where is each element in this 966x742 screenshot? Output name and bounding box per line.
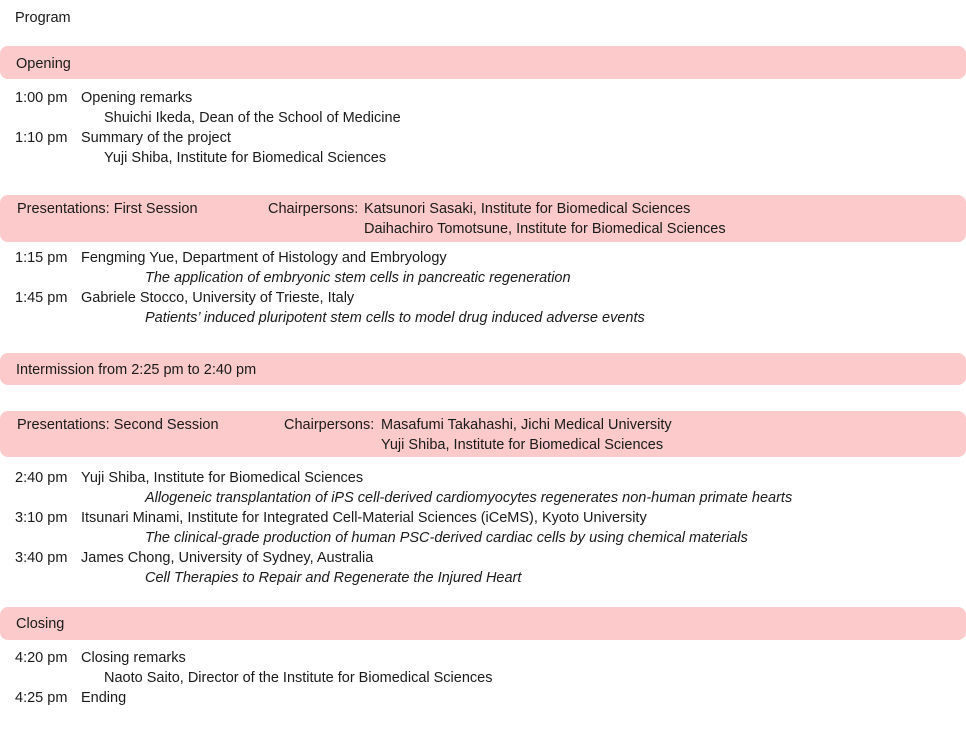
session2-header: Presentations: Second Session (17, 417, 219, 433)
opening-band (0, 46, 966, 79)
session2-chair-1: Masafumi Takahashi, Jichi Medical University (381, 417, 672, 433)
session2-speaker-3: James Chong, University of Sydney, Australia (81, 550, 374, 566)
session2-time-3: 3:40 pm (15, 550, 68, 566)
session1-header: Presentations: First Session (17, 201, 198, 217)
closing-time-2: 4:25 pm (15, 690, 68, 706)
session2-time-1: 2:40 pm (15, 470, 68, 486)
page-title: Program (15, 10, 71, 26)
session1-speaker-1: Fengming Yue, Department of Histology and Embryology (81, 250, 447, 266)
session1-time-1: 1:15 pm (15, 250, 68, 266)
session2-speaker-1: Yuji Shiba, Institute for Biomedical Sciences (81, 470, 364, 486)
session2-time-2: 3:10 pm (15, 510, 68, 526)
closing-speaker-1: Naoto Saito, Director of the Institute for Biomedical Sciences (104, 670, 493, 686)
closing-band (0, 607, 966, 640)
opening-speaker-1: Shuichi Ikeda, Dean of the School of Medicine (104, 110, 401, 126)
intermission-text: Intermission from 2:25 pm to 2:40 pm (16, 362, 257, 378)
opening-time-2: 1:10 pm (15, 130, 68, 146)
opening-header: Opening (16, 56, 71, 72)
session2-chair-label: Chairpersons: (284, 417, 375, 433)
session2-speaker-2: Itsunari Minami, Institute for Integrated Cell-Material Sciences (iCeMS), Kyoto University (81, 510, 647, 526)
session2-talk-title-2: The clinical-grade production of human PSC-derived cardiac cells by using chemical materials (145, 530, 748, 546)
opening-speaker-2: Yuji Shiba, Institute for Biomedical Sciences (104, 150, 387, 166)
closing-header: Closing (16, 616, 65, 632)
closing-title-2: Ending (81, 690, 127, 706)
session2-chair-2: Yuji Shiba, Institute for Biomedical Sciences (381, 437, 664, 453)
opening-title-1: Opening remarks (81, 90, 193, 106)
session1-talk-title-2: Patients’ induced pluripotent stem cells to model drug induced adverse events (145, 310, 645, 326)
session1-chair-1: Katsunori Sasaki, Institute for Biomedical Sciences (364, 201, 691, 217)
closing-time-1: 4:20 pm (15, 650, 68, 666)
session2-talk-title-3: Cell Therapies to Repair and Regenerate the Injured Heart (145, 570, 522, 586)
closing-title-1: Closing remarks (81, 650, 186, 666)
session1-time-2: 1:45 pm (15, 290, 68, 306)
session1-chair-label: Chairpersons: (268, 201, 359, 217)
opening-time-1: 1:00 pm (15, 90, 68, 106)
session1-chair-2: Daihachiro Tomotsune, Institute for Biomedical Sciences (364, 221, 726, 237)
session1-talk-title-1: The application of embryonic stem cells in pancreatic regeneration (145, 270, 571, 286)
session2-talk-title-1: Allogeneic transplantation of iPS cell-derived cardiomyocytes regenerates non-human primate hearts (145, 490, 793, 506)
opening-title-2: Summary of the project (81, 130, 231, 146)
session1-speaker-2: Gabriele Stocco, University of Trieste, Italy (81, 290, 355, 306)
